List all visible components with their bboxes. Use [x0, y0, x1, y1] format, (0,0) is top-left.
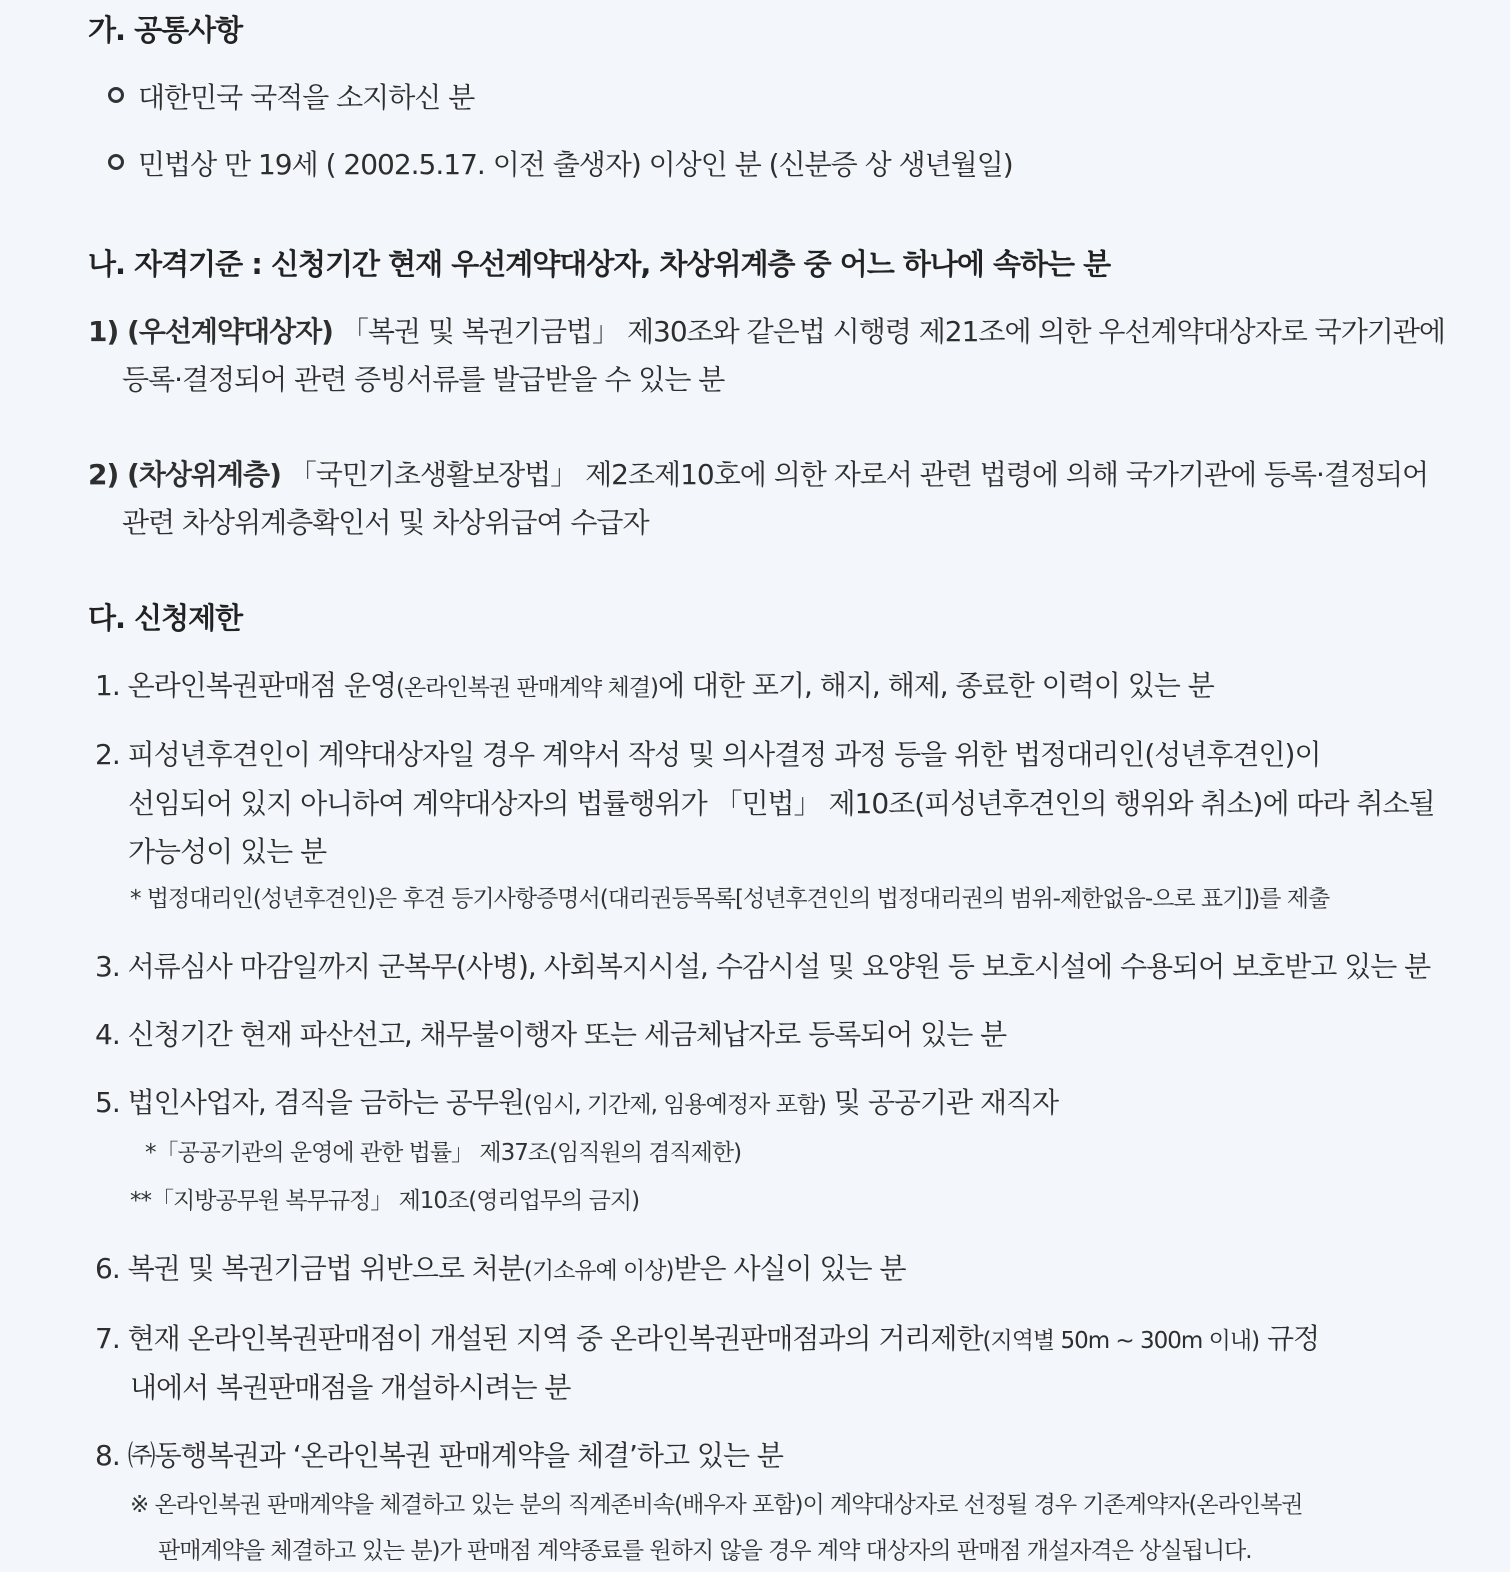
restriction-item-2-note: * 법정대리인(성년후견인)은 후견 등기사항증명서(대리권등목록[성년후견인의 법정대리권의 범위-제한없음-으로 표기])를 제출: [130, 886, 1330, 912]
section-b-item-1-label: 1) (우선계약대상자): [88, 315, 333, 348]
restriction-item-1-tail: 에 대한 포기, 해지, 해제, 종료한 이력이 있는 분: [657, 669, 1214, 702]
section-b-title: 나. 자격기준 : 신청기간 현재 우선계약대상자, 차상위계층 중 어느 하나에 속하는 분: [88, 247, 1111, 281]
section-a-item-1: 대한민국 국적을 소지하신 분: [138, 81, 475, 114]
restriction-item-8: 8. ㈜동행복권과 ‘온라인복권 판매계약을 체결’하고 있는 분: [95, 1439, 783, 1472]
restriction-item-4: 4. 신청기간 현재 파산선고, 채무불이행자 또는 세금체납자로 등록되어 있는 분: [95, 1018, 1007, 1051]
restriction-item-8-note-2: 판매계약을 체결하고 있는 분)가 판매점 계약종료를 원하지 않을 경우 계약 대상자의 판매점 개설자격은 상실됩니다.: [158, 1538, 1252, 1564]
restriction-item-1-small: (온라인복권 판매계약 체결): [396, 675, 658, 701]
restriction-item-7-small: (지역별 50m ~ 300m 이내): [982, 1328, 1260, 1354]
restriction-item-6-small: (기소유예 이상): [523, 1258, 674, 1284]
restriction-item-5-note-1: *「공공기관의 운영에 관한 법률」 제37조(임직원의 겸직제한): [145, 1140, 742, 1166]
restriction-item-8-note-1: ※ 온라인복권 판매계약을 체결하고 있는 분의 직계존비속(배우자 포함)이 계약대상자로 선정될 경우 기존계약자(온라인복권: [130, 1492, 1303, 1518]
section-b-item-2-text: 「국민기초생활보장법」 제2조제10호에 의한 자로서 관련 법령에 의해 국가기관에 등록·결정되어: [288, 458, 1429, 491]
restriction-item-7-line-2: 내에서 복권판매점을 개설하시려는 분: [130, 1371, 571, 1404]
restriction-item-5-tail: 및 공공기관 재직자: [826, 1086, 1059, 1119]
section-a-title: 가. 공통사항: [88, 13, 243, 47]
restriction-item-2-line-1: 2. 피성년후견인이 계약대상자일 경우 계약서 작성 및 의사결정 과정 등을 위한 법정대리인(성년후견인)이: [95, 738, 1321, 771]
section-b-item-1: [88, 310, 1445, 350]
bullet-icon: [108, 154, 124, 170]
restriction-item-1: [95, 664, 1214, 704]
section-c-title: 다. 신청제한: [88, 601, 243, 635]
restriction-item-7: [95, 1317, 1319, 1357]
section-b-item-2-label: 2) (차상위계층): [88, 458, 281, 491]
section-b-item-1-line-2: 등록·결정되어 관련 증빙서류를 발급받을 수 있는 분: [122, 363, 725, 396]
section-b-item-1-text: 「복권 및 복권기금법」 제30조와 같은법 시행령 제21조에 의한 우선계약대상자로 국가기관에: [340, 315, 1445, 348]
restriction-item-7-text: 7. 현재 온라인복권판매점이 개설된 지역 중 온라인복권판매점과의 거리제한: [95, 1322, 983, 1355]
restriction-item-5-note-2: **「지방공무원 복무규정」 제10조(영리업무의 금지): [130, 1188, 640, 1214]
restriction-item-7-tail: 규정: [1259, 1322, 1320, 1355]
restriction-item-2-line-3: 가능성이 있는 분: [128, 835, 327, 868]
section-b-item-2-line-2: 관련 차상위계층확인서 및 차상위급여 수급자: [122, 506, 649, 539]
restriction-item-2-line-2: 선임되어 있지 아니하여 계약대상자의 법률행위가 「민법」 제10조(피성년후견인의 행위와 취소)에 따라 취소될: [128, 787, 1435, 820]
restriction-item-6: [95, 1247, 906, 1287]
restriction-item-3: 3. 서류심사 마감일까지 군복무(사병), 사회복지시설, 수감시설 및 요양원 등 보호시설에 수용되어 보호받고 있는 분: [95, 950, 1431, 983]
restriction-item-5-small: (임시, 기간제, 임용예정자 포함): [523, 1092, 827, 1118]
section-a-item-2: 민법상 만 19세 ( 2002.5.17. 이전 출생자) 이상인 분 (신분증 상 생년월일): [138, 148, 1013, 181]
section-b-item-2: [88, 453, 1428, 493]
restriction-item-1-text: 1. 온라인복권판매점 운영: [95, 669, 396, 702]
restriction-item-5: [95, 1081, 1058, 1121]
bullet-icon: [108, 87, 124, 103]
restriction-item-6-tail: 받은 사실이 있는 분: [673, 1252, 906, 1285]
restriction-item-5-text: 5. 법인사업자, 겸직을 금하는 공무원: [95, 1086, 524, 1119]
restriction-item-6-text: 6. 복권 및 복권기금법 위반으로 처분: [95, 1252, 524, 1285]
